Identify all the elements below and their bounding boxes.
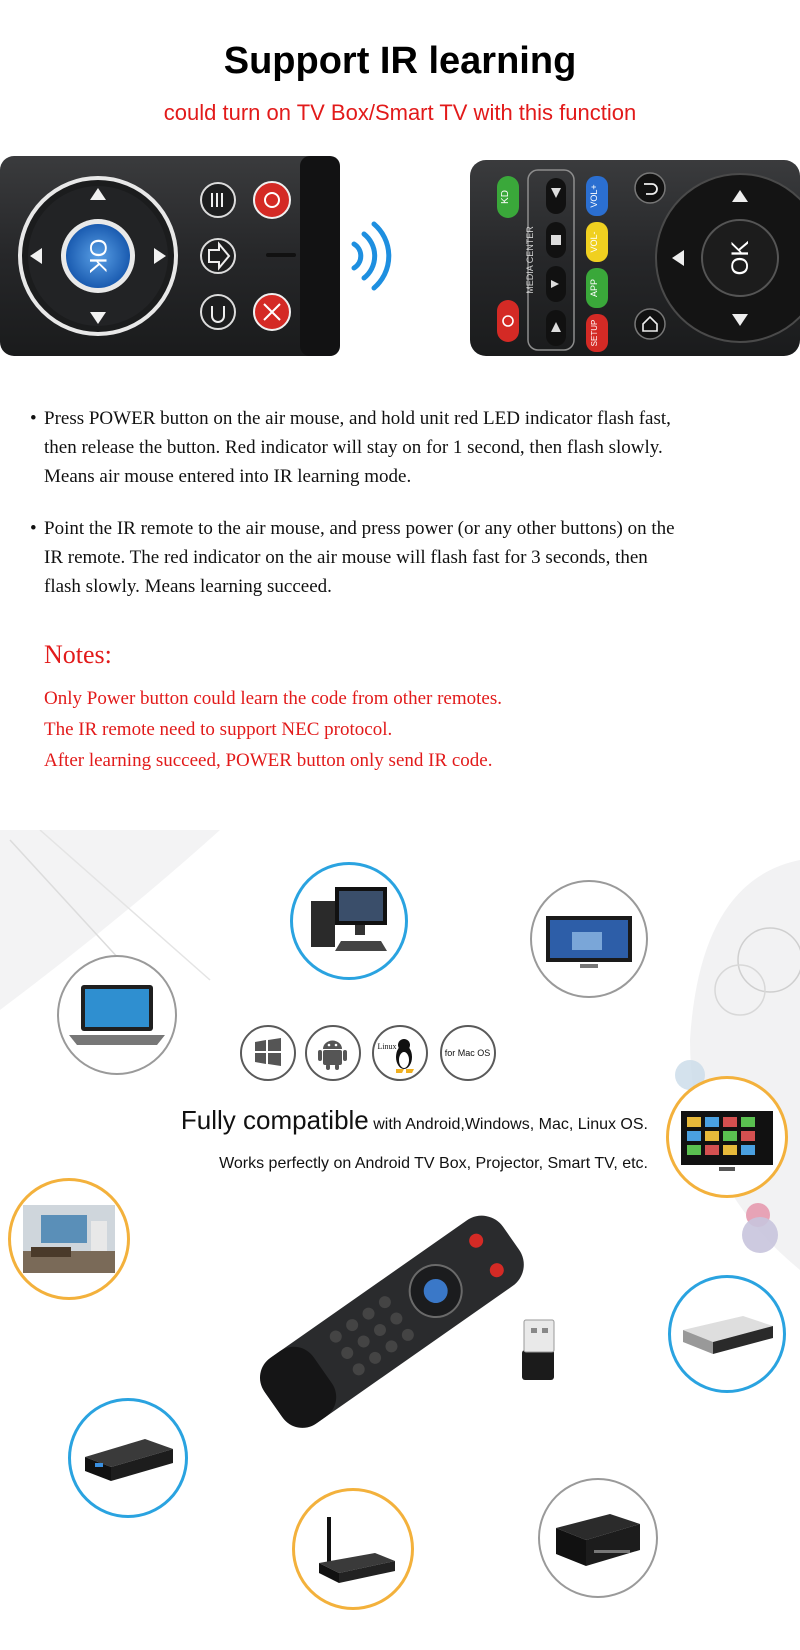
compat-headline-big: Fully compatible bbox=[180, 1105, 369, 1135]
media-center-label: MEDIA CENTER bbox=[525, 226, 535, 294]
desktop-pc-icon bbox=[290, 862, 408, 980]
compat-headline bbox=[0, 1105, 648, 1136]
compat-headline-rest: with Android,Windows, Mac, Linux OS. bbox=[368, 1116, 648, 1133]
notes-heading: Notes: bbox=[44, 640, 112, 669]
ir-signal-icon bbox=[354, 224, 389, 288]
linux-logo-icon bbox=[372, 1025, 428, 1081]
ir-remote bbox=[470, 160, 800, 356]
projector-room-icon bbox=[8, 1178, 130, 1300]
media-box-icon bbox=[68, 1398, 188, 1518]
windows-logo-icon bbox=[240, 1025, 296, 1081]
dvd-player-icon bbox=[668, 1275, 786, 1393]
step-1-line-3: Means air mouse entered into IR learning mode. bbox=[44, 466, 412, 487]
smart-tv-icon bbox=[530, 880, 648, 998]
ok-right-label: OK bbox=[727, 240, 754, 276]
step-1 bbox=[30, 404, 770, 491]
page-subtitle: could turn on TV Box/Smart TV with this function bbox=[163, 100, 637, 125]
ok-button-label: OK bbox=[84, 238, 111, 274]
step-1-line-1: Press POWER button on the air mouse, and hold unit red LED indicator flash fast, bbox=[44, 408, 671, 429]
step-2-line-2: IR remote. The red indicator on the air mouse will flash fast for 3 seconds, then bbox=[44, 547, 648, 568]
app-label: APP bbox=[589, 278, 599, 298]
mac-os-badge bbox=[440, 1025, 496, 1081]
note-item: Only Power button could learn the code from other remotes. bbox=[44, 688, 502, 709]
step-1-line-2: then release the button. Red indicator will stay on for 1 second, then flash slowly. bbox=[44, 437, 663, 458]
kd-label: KD bbox=[500, 190, 511, 204]
usb-dongle bbox=[522, 1320, 554, 1380]
tv-box-antenna-icon bbox=[292, 1488, 414, 1610]
note-item: The IR remote need to support NEC protocol. bbox=[44, 719, 393, 740]
air-mouse-remote-angled bbox=[251, 1205, 534, 1437]
android-logo-icon bbox=[305, 1025, 361, 1081]
bullet: • bbox=[30, 408, 37, 429]
tv-apps-icon bbox=[666, 1076, 788, 1198]
note-item: After learning succeed, POWER button only send IR code. bbox=[44, 750, 493, 771]
laptop-icon bbox=[57, 955, 177, 1075]
page-title: Support IR learning bbox=[223, 40, 577, 82]
ir-learning-illustration bbox=[0, 150, 800, 375]
step-2-line-3: flash slowly. Means learning succeed. bbox=[44, 576, 332, 597]
setup-label: SETUP bbox=[590, 319, 599, 347]
step-2-line-1: Point the IR remote to the air mouse, and press power (or any other buttons) on the bbox=[44, 518, 675, 539]
bullet: • bbox=[30, 518, 37, 539]
vol-minus-label: VOL- bbox=[589, 231, 599, 253]
compat-subline: Works perfectly on Android TV Box, Projector, Smart TV, etc. bbox=[219, 1155, 648, 1172]
vol-plus-label: VOL+ bbox=[589, 184, 599, 208]
set-top-box-icon bbox=[538, 1478, 658, 1598]
step-2 bbox=[30, 514, 770, 601]
linux-label: Linux bbox=[377, 1042, 397, 1051]
air-mouse-remote bbox=[0, 156, 340, 356]
mac-os-label: for Mac OS bbox=[444, 1048, 491, 1058]
